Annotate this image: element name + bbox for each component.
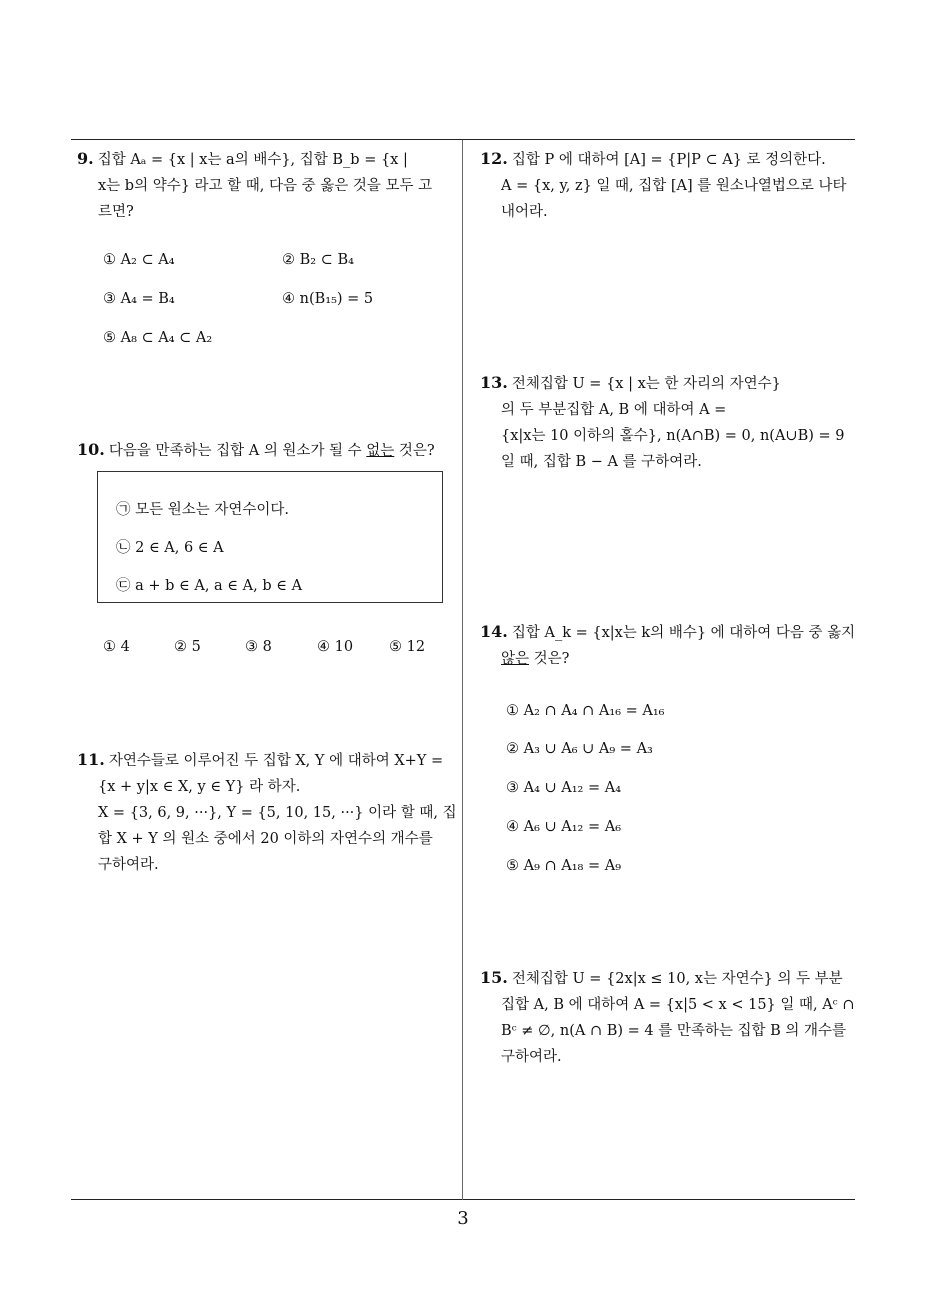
bottom-rule — [71, 1199, 855, 1200]
choice-5: ⑤ 12 — [389, 639, 426, 655]
question-text-line: X = {3, 6, 9, ···}, Y = {5, 10, 15, ···} 이라 할 때, 집 — [98, 805, 457, 821]
question-15 — [480, 965, 858, 1070]
choice-1: ① A₂ ∩ A₄ ∩ A₁₆ = A₁₆ — [506, 703, 665, 719]
question-number: 15. — [480, 968, 508, 987]
choice-5: ⑤ A₈ ⊂ A₄ ⊂ A₂ — [103, 330, 213, 346]
question-text-line: 구하여라. — [501, 1049, 562, 1065]
choice-4: ④ 10 — [317, 639, 354, 655]
question-text: 것은? — [394, 443, 435, 459]
question-number: 11. — [77, 750, 105, 769]
choice-2: ② B₂ ⊂ B₄ — [282, 252, 354, 268]
underlined-word: 없는 — [366, 443, 395, 459]
question-text-line: A = {x, y, z} 일 때, 집합 [A] 를 원소나열법으로 나타 — [501, 178, 847, 194]
column-divider — [462, 140, 463, 1200]
question-text-line: Bᶜ ≠ ∅, n(A ∩ B) = 4 를 만족하는 집합 B 의 개수를 — [501, 1023, 847, 1039]
question-text-line: 의 두 부분집합 A, B 에 대하여 A = — [501, 402, 727, 418]
question-text-line: 전체집합 U = {2x|x ≤ 10, x는 자연수} 의 두 부분 — [511, 971, 843, 987]
question-12 — [480, 146, 858, 225]
question-10 — [77, 437, 457, 464]
question-text-line: 합 X + Y 의 원소 중에서 20 이하의 자연수의 개수를 — [98, 831, 433, 847]
question-text-line: 집합 A_k = {x|x는 k의 배수} 에 대하여 다음 중 옳지 — [511, 625, 856, 641]
choice-1: ① A₂ ⊂ A₄ — [103, 252, 175, 268]
choice-2: ② 5 — [174, 639, 201, 655]
question-text-line: {x|x는 10 이하의 홀수}, n(A∩B) = 0, n(A∪B) = 9 — [501, 428, 845, 444]
choice-3: ③ A₄ ∪ A₁₂ = A₄ — [506, 780, 622, 796]
question-text-line: 내어라. — [501, 204, 548, 220]
question-text-line: 구하여라. — [98, 857, 159, 873]
question-9 — [77, 146, 457, 225]
top-rule — [71, 139, 855, 140]
choice-1: ① 4 — [103, 639, 130, 655]
question-number: 10. — [77, 440, 105, 459]
condition-item: ㉢ a + b ∈ A, a ∈ A, b ∈ A — [116, 578, 303, 594]
question-text-line: x는 b의 약수} 라고 할 때, 다음 중 옳은 것을 모두 고 — [98, 178, 433, 194]
choice-4: ④ n(B₁₅) = 5 — [282, 291, 374, 307]
choice-2: ② A₃ ∪ A₆ ∪ A₉ = A₃ — [506, 741, 653, 757]
choice-3: ③ A₄ = B₄ — [103, 291, 175, 307]
choice-5: ⑤ A₉ ∩ A₁₈ = A₉ — [506, 858, 622, 874]
page-number: 3 — [457, 1208, 469, 1229]
condition-item: ㉡ 2 ∈ A, 6 ∈ A — [116, 540, 224, 556]
question-text-line: 르면? — [98, 204, 134, 220]
question-text-line: 일 때, 집합 B − A 를 구하여라. — [501, 454, 702, 470]
question-number: 14. — [480, 622, 508, 641]
question-number: 12. — [480, 149, 508, 168]
question-number: 9. — [77, 149, 94, 168]
question-text-line: 집합 A, B 에 대하여 A = {x|5 < x < 15} 일 때, Aᶜ ∩ — [501, 997, 855, 1013]
question-text: 것은? — [529, 651, 570, 667]
question-13 — [480, 370, 858, 475]
question-text-line: 집합 Aₐ = {x | x는 a의 배수}, 집합 B_b = {x | — [97, 152, 408, 168]
underlined-word: 않은 — [501, 651, 530, 667]
question-text-line: 자연수들로 이루어진 두 집합 X, Y 에 대하여 X+Y = — [108, 753, 444, 769]
condition-box — [97, 471, 443, 603]
question-11 — [77, 747, 457, 878]
question-text-line: 전체집합 U = {x | x는 한 자리의 자연수} — [511, 376, 781, 392]
question-text: 다음을 만족하는 집합 A 의 원소가 될 수 — [108, 443, 367, 459]
question-text-line: {x + y|x ∈ X, y ∈ Y} 라 하자. — [98, 779, 301, 795]
question-14 — [480, 619, 858, 672]
condition-item: ㉠ 모든 원소는 자연수이다. — [116, 502, 290, 518]
choice-3: ③ 8 — [245, 639, 272, 655]
question-text-line: 집합 P 에 대하여 [A] = {P|P ⊂ A} 로 정의한다. — [511, 152, 826, 168]
choice-4: ④ A₆ ∪ A₁₂ = A₆ — [506, 819, 622, 835]
question-number: 13. — [480, 373, 508, 392]
